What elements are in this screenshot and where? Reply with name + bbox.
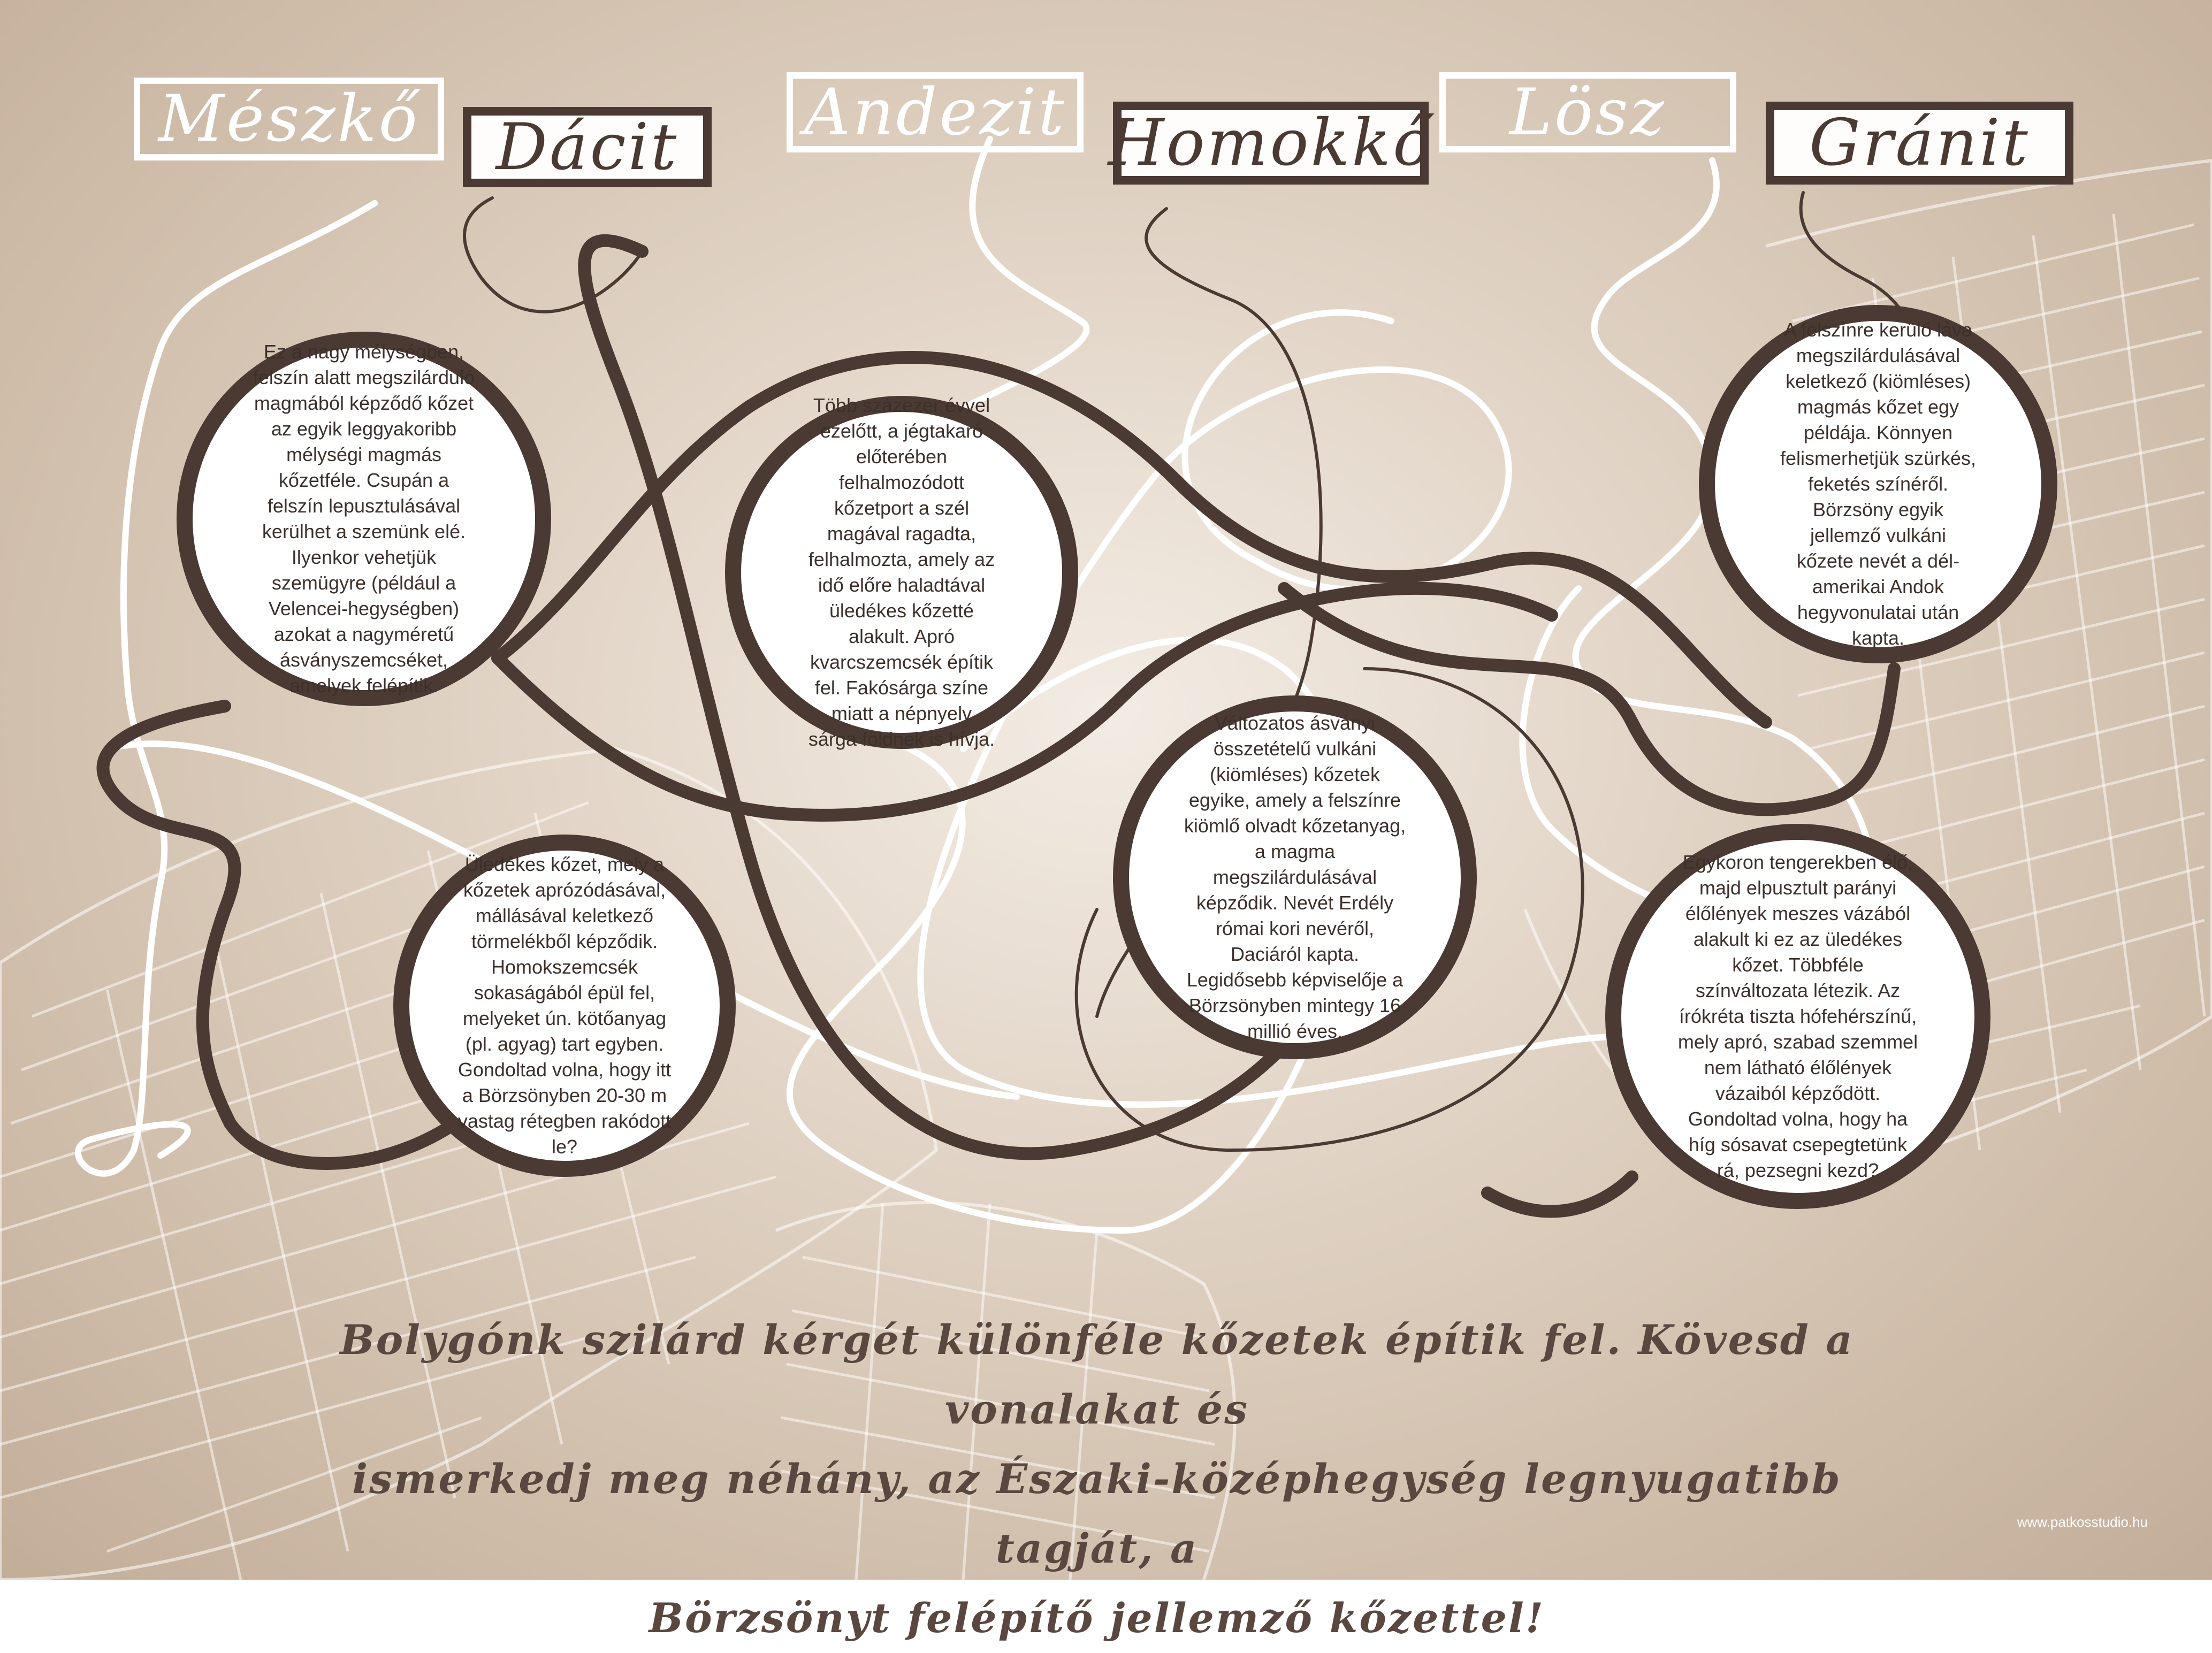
label-losz-text: Lösz (1509, 75, 1666, 150)
bubble-meszko-text: Egykoron tengerekben élő, majd elpusztult parányi élőlények meszes vázából alakult ki ez az üledékes kőzet. Többféle színváltozata létezik. Az írókréta tiszta hófehérszínű, mely apró, szabad szemmel nem látható élőlények vázaiból képződött. Gondoltad volna, hogy ha híg sósavat csepegtetünk rá, pezsegni kezd? (1677, 851, 1918, 1181)
caption-line-3: Börzsönyt felépítő jellemző kőzettel! (649, 1594, 1545, 1642)
label-homokko-text: Homokkő (1108, 106, 1434, 180)
bubble-losz-text: Több százezer évvel ezelőtt, a jégtakaró előterében felhalmozódott kőzetport a szél magával ragadta, felhalmozta, amely az idő előre haladtával üledékes kőzetté alakult. Apró kvarcszemcsék építik fel. Fakósárga színe miatt a népnyelv sárga földnek is hívja. (808, 394, 995, 750)
bubble-losz (725, 396, 1078, 749)
label-andezit (787, 72, 1084, 152)
bubble-meszko (1605, 824, 1990, 1209)
footer-url[interactable]: www.patkosstudio.hu (2017, 1514, 2148, 1530)
caption-line-2: ismerkedj meg néhány, az Északi-középhegység legnyugatibb tagját, a (352, 1455, 1842, 1572)
bubble-granit-text: Ez a nagy mélységben, felszín alatt megszilárduló magmából képződő kőzet az egyik leggyakoribb mélységi magmás kőzetféle. Csupán a felszín lepusztulásával kerülhet a szemünk elé. Ilyenkor vehetjük szemügyre (például a Velencei-hegységben) azokat a nagyméretű ásványszemcséket, amelyek felépítik. (253, 341, 475, 697)
label-granit-text: Gránit (1809, 106, 2030, 180)
bubble-andezit-text: A felszínre kerülő láva megszilárdulásával keletkező (kiömléses) magmás kőzet egy példája. Könnyen felismerhetjük szürkés, feketés színéről. Börzsöny egyik jellemző vulkáni kőzete nevét a dél-amerikai Andok hegyvonulatai után kapta. (1780, 319, 1977, 649)
label-granit (1766, 102, 2073, 185)
bubble-dacit-text: Változatos ásványi összetételű vulkáni (kiömléses) kőzetek egyike, amely a felszínre kiömlő olvadt kőzetanyag, a magma megszilárdulásával képződik. Nevét Erdély római kori nevéről, Daciáról kapta. Legidősebb képviselője a Börzsönyben mintegy 16 millió éves. (1184, 712, 1406, 1042)
bubble-andezit (1699, 305, 2057, 663)
label-homokko (1108, 102, 1434, 185)
label-dacit-text: Dácit (495, 110, 679, 185)
label-dacit (463, 107, 712, 187)
bubble-dacit (1113, 695, 1477, 1059)
label-meszko-text: Mészkő (158, 82, 419, 156)
bubble-granit (177, 332, 551, 706)
intro-caption (268, 1305, 1926, 1653)
label-meszko (134, 78, 444, 160)
bubble-homokko (393, 835, 736, 1177)
label-andezit-text: Andezit (804, 75, 1066, 150)
label-losz (1439, 72, 1736, 152)
caption-line-1: Bolygónk szilárd kérgét különféle kőzetek építik fel. Kövesd a vonalakat és (340, 1316, 1854, 1433)
bubble-homokko-text: Üledékes kőzet, mely a kőzetek aprózódásával, mállásával keletkező törmelékből képződik. Homokszemcsék sokaságából épül fel, melyeket ún. kötőanyag (pl. agyag) tart egyben. Gondoltad volna, hogy itt a Börzsönyben 20-30 m vastag rétegben rakódott le? (457, 853, 672, 1158)
